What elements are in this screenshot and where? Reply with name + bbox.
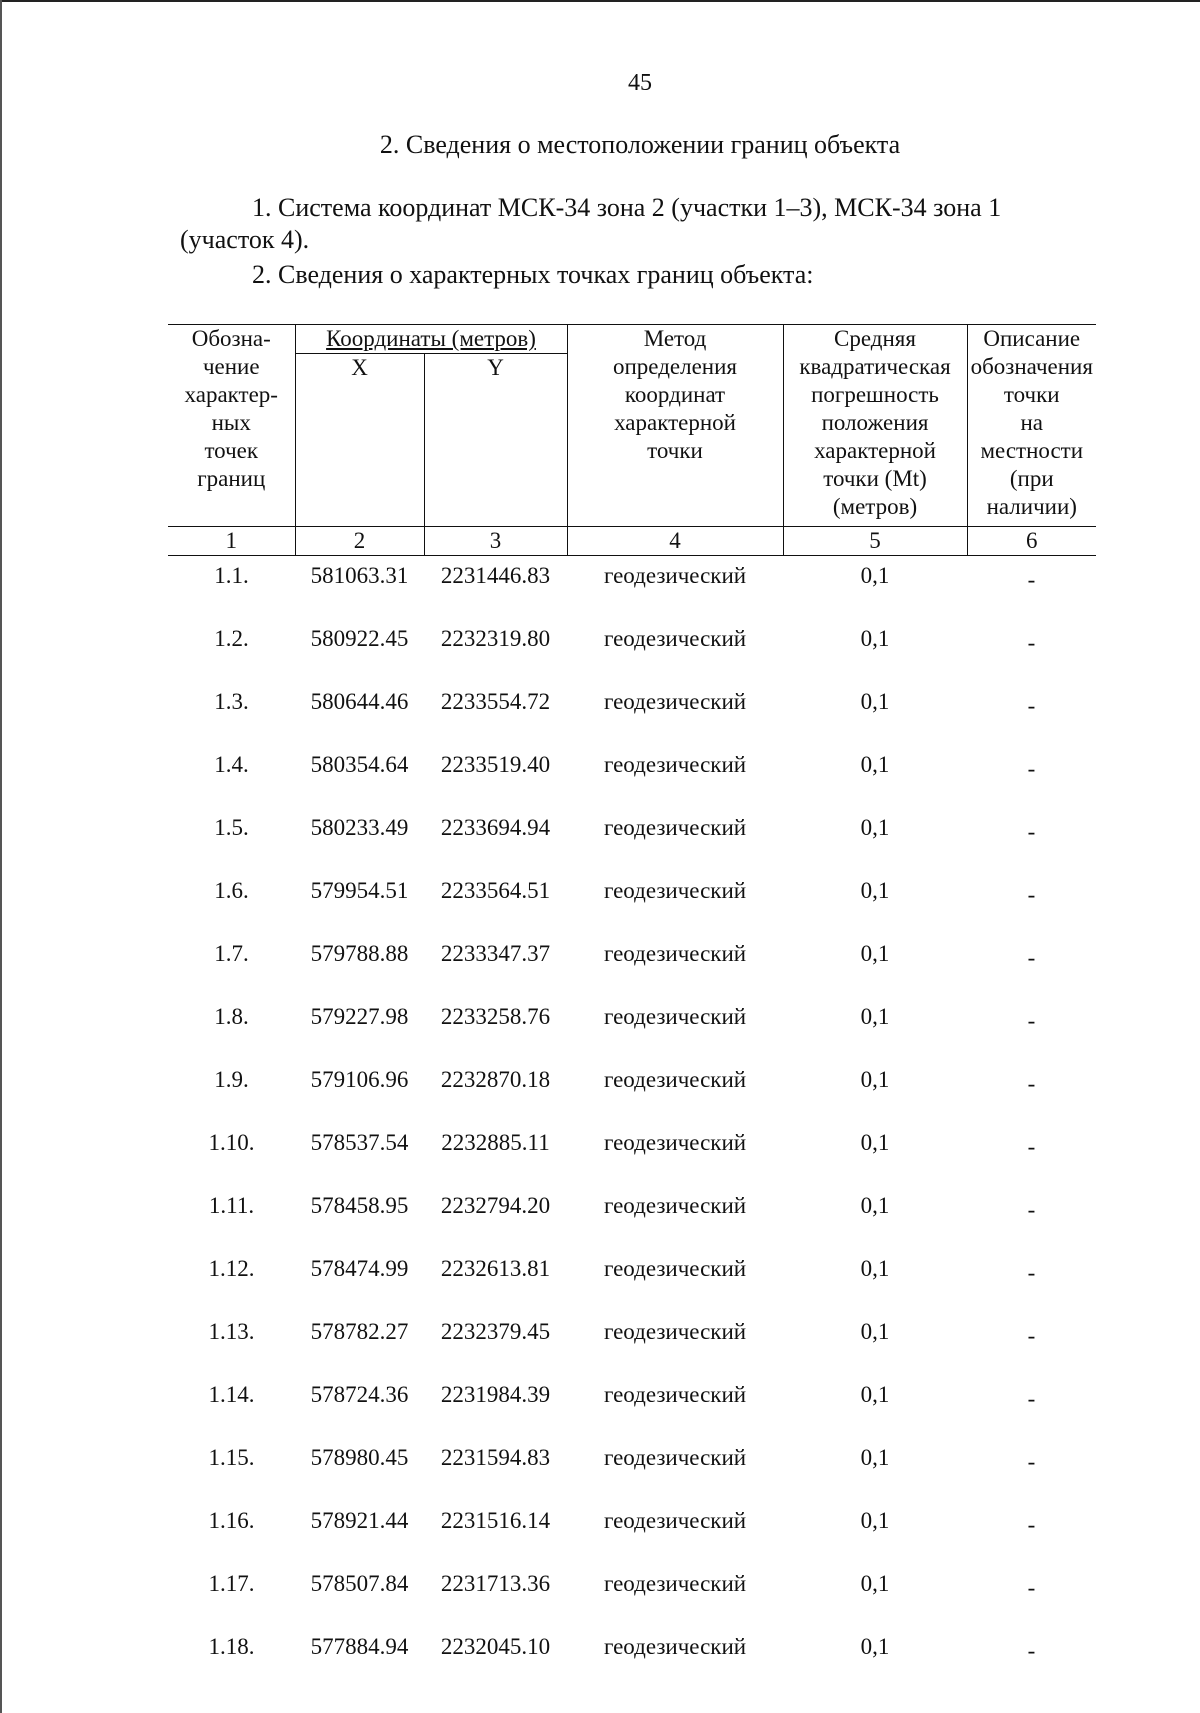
description-value: - <box>1027 882 1036 907</box>
page-number: 45 <box>628 70 652 96</box>
header-line: Обозна- <box>191 326 271 351</box>
y-cell: 2232379.45 <box>440 1319 551 1344</box>
description-cell <box>967 1501 1096 1564</box>
header-line: точки (Mt) <box>823 466 927 491</box>
method-cell: геодезический <box>603 1067 747 1092</box>
table-row <box>168 871 1096 934</box>
point-id-cell: 1.15. <box>208 1445 255 1470</box>
table-row <box>168 934 1096 997</box>
header-line: характерной <box>814 438 936 463</box>
column-number-row <box>168 527 1096 556</box>
header-coordinates <box>295 325 567 354</box>
y-cell: 2231713.36 <box>440 1571 551 1596</box>
y-cell: 2231594.83 <box>440 1445 551 1470</box>
scan-edge-left <box>0 0 2 1713</box>
method-cell: геодезический <box>603 689 747 714</box>
y-cell: 2231516.14 <box>440 1508 551 1533</box>
x-cell: 580354.64 <box>310 752 409 777</box>
point-id-cell: 1.9. <box>214 1067 249 1092</box>
column-number: 2 <box>295 527 424 556</box>
description-value: - <box>1027 1638 1036 1663</box>
description-value: - <box>1027 1134 1036 1159</box>
description-cell <box>967 619 1096 682</box>
point-id-cell: 1.16. <box>208 1508 255 1533</box>
table-row <box>168 1312 1096 1375</box>
y-cell: 2232319.80 <box>440 626 551 651</box>
column-number: 6 <box>967 527 1096 556</box>
method-cell: геодезический <box>603 878 747 903</box>
y-cell: 2233519.40 <box>440 752 551 777</box>
y-cell: 2233694.94 <box>440 815 551 840</box>
description-cell <box>967 1123 1096 1186</box>
method-cell: геодезический <box>603 1319 747 1344</box>
header-line: погрешность <box>811 382 939 407</box>
header-line: обозначения <box>970 354 1093 379</box>
table-row <box>168 1438 1096 1501</box>
x-cell: 578724.36 <box>310 1382 409 1407</box>
header-line: характерной <box>614 410 736 435</box>
point-id-cell: 1.5. <box>214 815 249 840</box>
table-row <box>168 1501 1096 1564</box>
error-cell: 0,1 <box>860 1508 890 1533</box>
description-cell <box>967 556 1096 620</box>
column-number: 1 <box>168 527 295 556</box>
description-value: - <box>1027 1512 1036 1537</box>
paragraph1-line2: (участок 4). <box>180 225 310 254</box>
header-point-designation <box>168 325 295 527</box>
x-cell: 578980.45 <box>310 1445 409 1470</box>
description-value: - <box>1027 1449 1036 1474</box>
header-coordinates-caption: Координаты (метров) <box>326 326 536 351</box>
x-cell: 581063.31 <box>310 563 409 588</box>
header-line: Метод <box>643 326 707 351</box>
y-cell: 2231984.39 <box>440 1382 551 1407</box>
x-cell: 579227.98 <box>310 1004 409 1029</box>
table-row <box>168 1186 1096 1249</box>
table-row <box>168 1627 1096 1690</box>
table-body <box>168 556 1096 1691</box>
point-id-cell: 1.12. <box>208 1256 255 1281</box>
header-line: положения <box>821 410 929 435</box>
description-cell <box>967 1249 1096 1312</box>
y-cell: 2232045.10 <box>440 1634 551 1659</box>
error-cell: 0,1 <box>860 815 890 840</box>
description-value: - <box>1027 1386 1036 1411</box>
method-cell: геодезический <box>603 626 747 651</box>
method-cell: геодезический <box>603 1004 747 1029</box>
point-id-cell: 1.7. <box>214 941 249 966</box>
header-line: координат <box>624 382 726 407</box>
description-cell <box>967 1060 1096 1123</box>
x-cell: 578507.84 <box>310 1571 409 1596</box>
description-cell <box>967 682 1096 745</box>
description-cell <box>967 1627 1096 1690</box>
description-value: - <box>1027 1008 1036 1033</box>
header-description <box>967 325 1096 527</box>
header-line: ных <box>211 410 251 435</box>
y-cell: 2232885.11 <box>441 1130 550 1155</box>
y-cell: 2233258.76 <box>440 1004 551 1029</box>
header-line: на местности <box>980 410 1084 463</box>
point-id-cell: 1.11. <box>208 1193 255 1218</box>
description-cell <box>967 1438 1096 1501</box>
error-cell: 0,1 <box>860 1193 890 1218</box>
header-method <box>567 325 783 527</box>
table-row <box>168 1249 1096 1312</box>
table-row <box>168 556 1096 620</box>
point-id-cell: 1.4. <box>214 752 249 777</box>
x-cell: 580644.46 <box>310 689 409 714</box>
description-value: - <box>1027 1323 1036 1348</box>
point-id-cell: 1.2. <box>214 626 249 651</box>
y-cell: 2233564.51 <box>440 878 551 903</box>
x-cell: 578782.27 <box>310 1319 409 1344</box>
x-cell: 577884.94 <box>310 1634 409 1659</box>
header-error <box>783 325 967 527</box>
description-cell <box>967 1375 1096 1438</box>
column-number: 3 <box>424 527 567 556</box>
error-cell: 0,1 <box>860 1130 890 1155</box>
error-cell: 0,1 <box>860 1445 890 1470</box>
description-cell <box>967 1564 1096 1627</box>
y-cell: 2233554.72 <box>440 689 551 714</box>
table-row <box>168 619 1096 682</box>
error-cell: 0,1 <box>860 689 890 714</box>
column-number: 4 <box>567 527 783 556</box>
header-line: чение <box>202 354 260 379</box>
table-row <box>168 1375 1096 1438</box>
header-line: точки <box>1003 382 1060 407</box>
error-cell: 0,1 <box>860 752 890 777</box>
header-y: Y <box>424 354 567 527</box>
method-cell: геодезический <box>603 1508 747 1533</box>
description-value: - <box>1027 630 1036 655</box>
header-line: характер- <box>184 382 278 407</box>
point-id-cell: 1.10. <box>208 1130 255 1155</box>
points-paragraph: 2. Сведения о характерных точках границ объекта: <box>252 260 814 289</box>
point-id-cell: 1.1. <box>214 563 249 588</box>
table-row <box>168 745 1096 808</box>
method-cell: геодезический <box>603 1571 747 1596</box>
description-value: - <box>1027 1575 1036 1600</box>
point-id-cell: 1.13. <box>208 1319 255 1344</box>
x-cell: 578458.95 <box>310 1193 409 1218</box>
description-value: - <box>1027 1197 1036 1222</box>
error-cell: 0,1 <box>860 1067 890 1092</box>
error-cell: 0,1 <box>860 878 890 903</box>
section-title: 2. Сведения о местоположении границ объекта <box>379 130 901 159</box>
description-value: - <box>1027 756 1036 781</box>
x-cell: 578474.99 <box>310 1256 409 1281</box>
description-cell <box>967 1312 1096 1375</box>
error-cell: 0,1 <box>860 1004 890 1029</box>
point-id-cell: 1.3. <box>214 689 249 714</box>
error-cell: 0,1 <box>860 1382 890 1407</box>
x-cell: 579106.96 <box>310 1067 409 1092</box>
error-cell: 0,1 <box>860 1634 890 1659</box>
method-cell: геодезический <box>603 1130 747 1155</box>
point-id-cell: 1.17. <box>208 1571 255 1596</box>
header-line: Описание <box>983 326 1081 351</box>
scan-edge-top <box>0 0 1200 2</box>
table-row <box>168 808 1096 871</box>
boundary-points-table <box>168 324 1096 1690</box>
description-cell <box>967 745 1096 808</box>
method-cell: геодезический <box>603 815 747 840</box>
x-cell: 578921.44 <box>310 1508 409 1533</box>
header-line: точек <box>204 438 259 463</box>
table-row <box>168 682 1096 745</box>
y-cell: 2232794.20 <box>440 1193 551 1218</box>
description-cell <box>967 808 1096 871</box>
error-cell: 0,1 <box>860 563 890 588</box>
y-cell: 2231446.83 <box>440 563 551 588</box>
column-number: 5 <box>783 527 967 556</box>
x-cell: 579788.88 <box>310 941 409 966</box>
description-cell <box>967 1186 1096 1249</box>
x-cell: 578537.54 <box>310 1130 409 1155</box>
table-row <box>168 1123 1096 1186</box>
y-cell: 2232870.18 <box>440 1067 551 1092</box>
description-value: - <box>1027 1071 1036 1096</box>
method-cell: геодезический <box>603 563 747 588</box>
method-cell: геодезический <box>603 1382 747 1407</box>
header-row <box>168 325 1096 354</box>
header-line: Средняя <box>834 326 916 351</box>
description-cell <box>967 871 1096 934</box>
header-line: точки <box>647 438 703 463</box>
description-value: - <box>1027 693 1036 718</box>
error-cell: 0,1 <box>860 626 890 651</box>
method-cell: геодезический <box>603 1445 747 1470</box>
point-id-cell: 1.8. <box>214 1004 249 1029</box>
error-cell: 0,1 <box>860 941 890 966</box>
table-row <box>168 1060 1096 1123</box>
point-id-cell: 1.14. <box>208 1382 255 1407</box>
error-cell: 0,1 <box>860 1256 890 1281</box>
method-cell: геодезический <box>603 1193 747 1218</box>
y-cell: 2233347.37 <box>440 941 551 966</box>
coordinate-system-paragraph <box>180 192 1100 256</box>
description-value: - <box>1027 567 1036 592</box>
error-cell: 0,1 <box>860 1571 890 1596</box>
description-value: - <box>1027 945 1036 970</box>
header-line: (метров) <box>832 494 918 519</box>
method-cell: геодезический <box>603 1256 747 1281</box>
paragraph1-line1: 1. Система координат МСК-34 зона 2 (участки 1–3), МСК-34 зона 1 <box>252 193 1002 222</box>
point-id-cell: 1.6. <box>214 878 249 903</box>
x-cell: 580233.49 <box>310 815 409 840</box>
method-cell: геодезический <box>603 1634 747 1659</box>
x-cell: 579954.51 <box>310 878 409 903</box>
error-cell: 0,1 <box>860 1319 890 1344</box>
header-line: (при наличии) <box>986 466 1077 519</box>
description-cell <box>967 934 1096 997</box>
description-cell <box>967 997 1096 1060</box>
header-line: границ <box>197 466 266 491</box>
header-line: квадратическая <box>799 354 951 379</box>
header-x: X <box>295 354 424 527</box>
table-row <box>168 1564 1096 1627</box>
x-cell: 580922.45 <box>310 626 409 651</box>
table-row <box>168 997 1096 1060</box>
description-value: - <box>1027 819 1036 844</box>
y-cell: 2232613.81 <box>440 1256 551 1281</box>
point-id-cell: 1.18. <box>208 1634 255 1659</box>
method-cell: геодезический <box>603 941 747 966</box>
description-value: - <box>1027 1260 1036 1285</box>
header-line: определения <box>613 354 738 379</box>
method-cell: геодезический <box>603 752 747 777</box>
